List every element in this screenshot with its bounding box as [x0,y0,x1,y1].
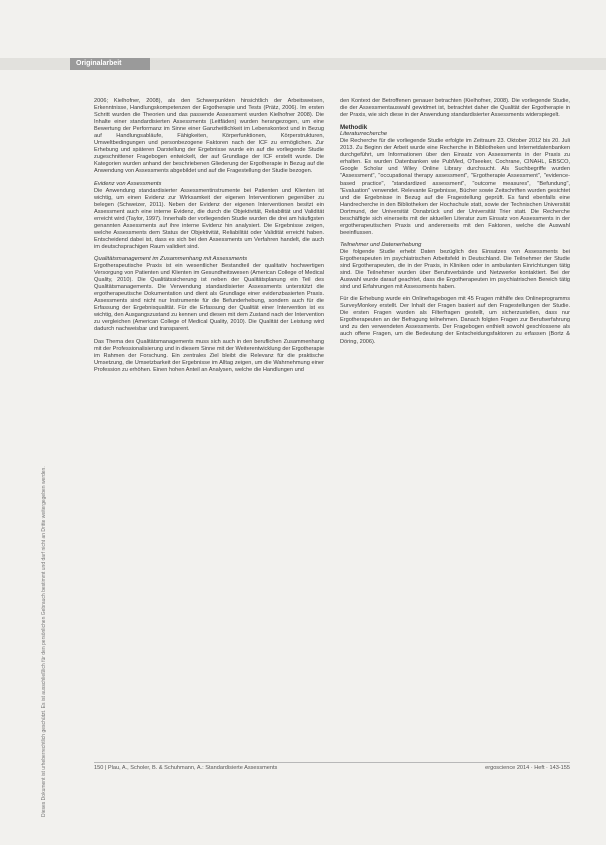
paragraph: Für die Erhebung wurde ein Onlinefragebogen mit 45 Fragen mithilfe des Onlineprogramms SurveyMonkey erstellt. Der Inhalt der Fragen basiert auf den Fragestellungen der Studie. Die ersten Fragen wurden als Filterfragen gestellt, um sicherzustellen, dass nur Ergotherapeuten an der Befragung teilnehmen. Danach folgten Fragen zur Berufserfahrung und zu den verwendeten Assessments. Der Fragebogen enthielt sowohl geschlossene als auch offene Fragen, um die Bedeutung der Entscheidungsfaktoren zu erfassen (Bortz & Döring, 2006). [340,296,570,345]
copyright-note: Dieses Dokument ist urheberrechtlich geschützt. Es ist ausschließlich für den persönlichen Gebrauch bestimmt und darf nicht an Dritte weitergegeben werden. [41,466,47,817]
footer-journal: ergoscience 2014 · Heft · 143-155 [485,765,570,771]
paragraph: 2006; Kielhofner, 2008), als den Schwerpunkten hinsichtlich der Arbeitsweisen, Erkenntnisse, Handlungskompetenzen der Ergotherapie und Tests (Prätz, 2006). Im ersten Schritt wurden die Theorien und das passende Assessment wurden Kielhofner 2008). Die Inhalte einer standardisierten Assessments (Leitfäden) wurden herangezogen, um eine Bewertung der Performanz im Sinne einer Ganzheitlichkeit im Lebenskontext und in Bezug auf Handlungsabläufe, Fähigkeiten, Körperfunktionen, Körperstrukturen, Umweltbedingungen und personbezogene Faktoren nach der ICF zu ermöglichen. Zur Erhebung und späteren Darstellung der Ergebnisse wurde ein auf die vorliegende Studie zugeschnittener Fragebogen entwickelt, der auf Grundlage der ICF erstellt wurde. Die Kategorien wurden anhand der beschriebenen Gliederung der Ergotherapie in Bezug auf die Anwendung von Assessments abgebildet und auf die Fragestellung der Studie bezogen. [94,98,324,175]
section-heading: Evidenz von Assessments [94,180,162,187]
section-heading: Literaturrecherche [340,131,388,138]
paragraph: Die Anwendung standardisierter Assessmentinstrumente bei Patienten und Klienten ist wichtig, um einen Evidenz zur Wirksamkeit der eigenen Interventionen gegenüber zu belegen (Schweizer, 2011). Neben der Evidenz der eigenen Interventionen besitzt ein Assessment auch eine interne Evidenz, die durch die Objektivität, Reliabilität und Validität erreicht wird (Taylor, 1997). Innerhalb der vorliegenden Studie wurden die drei am häufigsten genannten Assessments auf ihre interne Evidenz hin analysiert. Die Ergebnisse zeigen, welche Assessments dem Status der Objektivität, Reliabilität oder Validität erreicht haben. Entscheidend dabei ist, dass es sich bei den Assessments um Verfahren handelt, die auch im deutschsprachigen Raum validiert sind. [94,187,324,250]
left-column [94,98,324,379]
paragraph: Die folgende Studie erhebt Daten bezüglich des Einsatzes von Assessments bei Ergotherapeuten im psychiatrischen Arbeitsfeld in Deutschland. Die Teilnehmer der Studie sind Ergotherapeuten, die in der Praxis, in Kliniken oder in ambulanten Einrichtungen tätig sind. Die Teilnehmer wurden über Berufsverbände und Netzwerke kontaktiert. Bei der Auswahl wurde darauf geachtet, dass die Ergotherapeuten im psychiatrischen Bereich tätig sind und Erfahrungen mit Assessments haben. [340,248,570,291]
section-heading: Methodik [340,124,368,132]
section-heading: Qualitätsmanagement im Zusammenhang mit Assessments [94,255,248,262]
paragraph: Das Thema des Qualitätsmanagements muss sich auch in den beruflichen Zusammenhang mit der Professionalisierung und in diesem Sinne mit der Weiterentwicklung der Ergotherapie im Rahmen der Forschung. Ein zentrales Ziel bleibt die Relevanz für die praktische Umsetzung, die Umsetzbarkeit der Ergebnisse im Alltag zeigen, um die Wahrnehmung einer Profession zu erhöhen. Einen hohen Anteil an Analysen, welche die Handlungen und [94,338,324,373]
paragraph: den Kontext der Betroffenen genauer betrachten (Kielhofner, 2008). Die vorliegende Studie, die der Assessmentauswahl gewidmet ist, betrachtet daher die Qualität der Ergotherapie in der Praxis, wie sich diese in der Anwendung standardisierter Assessments widerspiegelt. [340,98,570,119]
footer-divider [94,762,570,763]
paragraph: Die Recherche für die vorliegende Studie erfolgte im Zeitraum 23. Oktober 2012 bis 20. Juli 2013. Zu Beginn der Arbeit wurde eine Recherche in Bibliotheken und Internetdatenbanken durchgeführt, um Informationen über den Einsatz von Assessments in der Praxis zu erhalten. Es wurden Datenbanken wie PubMed, OTseeker, Cochrane, CINAHL, EBSCO, Google Scholar und Wiley Online Library durchsucht. Als Suchbegriffe wurden "Assessment", "occupational therapy assessment", "Ergotherapie Assessment", "evidence-based practice", "standardized assessment", "outcome measures", "Befundung", "Evaluation" verwendet. Relevante Ergebnisse, Bücher sowie Zeitschriften wurden gesichtet und die Ergebnisse in Bezug auf die Fragestellung geprüft. Es fand ebenfalls eine Handrecherche in den Bibliotheken der Hochschule statt, sowie der Technischen Universität Dortmund, der Universität Osnabrück und der Universität Trier statt. Die Recherche beschäftigte sich einerseits mit der aktuellen Literatur zum Einsatz von Assessments in der ergotherapeutischen Praxis und andererseits mit den Faktoren, welche die Auswahl beeinflussen. [340,138,570,236]
section-label: Originalarbeit [70,58,150,70]
footer-citation: 150 | Plau, A., Scholer, B. & Schuhmann, A.: Standardisierte Assessments [94,765,278,771]
section-heading: Teilnehmer und Datenerhebung [340,241,422,248]
right-column [340,98,570,351]
paragraph: Ergotherapeutische Praxis ist ein wesentlicher Bestandteil der qualitativ hochwertigen Versorgung von Patienten und Klienten im Gesundheitswesen (American College of Medical Quality, 2010). Die Qualitätssicherung ist neben der Qualitätsplanung ein Teil des Qualitätsmanagements. Die Verwendung standardisierter Assessments unterstützt die ergotherapeutische Dokumentation und dient als Grundlage einer evidenzbasierten Praxis. Assessments sind nicht nur Instrumente für die Befunderhebung, sondern auch für die Erfassung der Ergebnisqualität. Für die Erfassung der Qualität einer Intervention ist es wichtig, den Ausgangszustand zu kennen und diesen mit dem Zustand nach der Intervention zu vergleichen (American College of Medical Quality, 2010). Die Qualität der Leistung wird dadurch nachweisbar und transparent. [94,263,324,333]
